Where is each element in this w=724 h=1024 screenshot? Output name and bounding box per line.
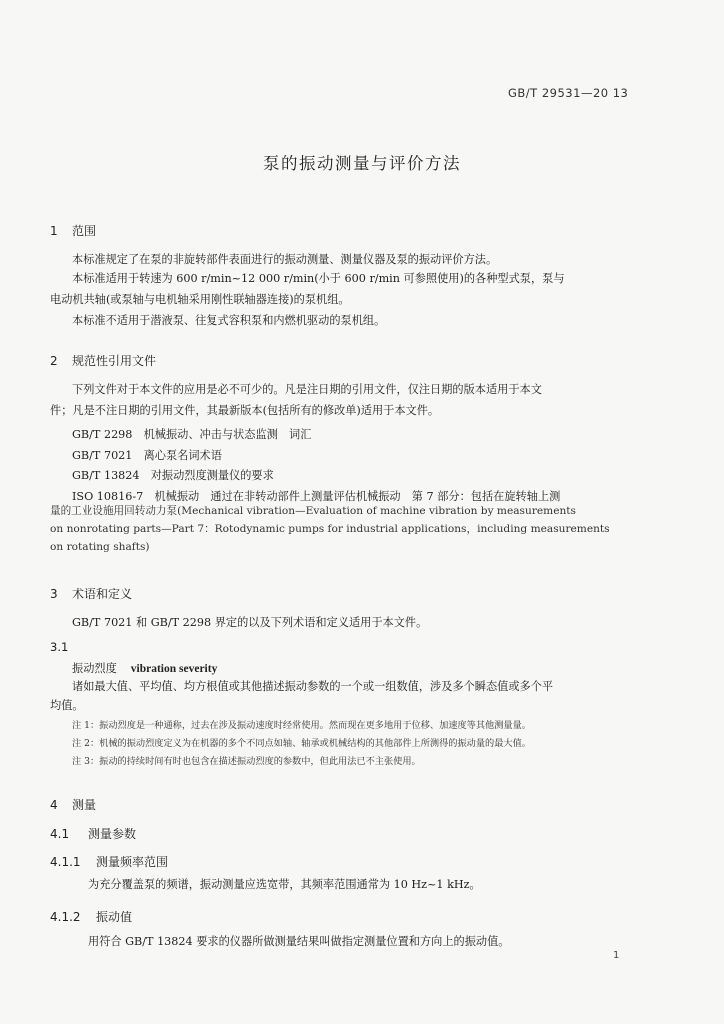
subsection-number: 4.1.1 — [50, 855, 81, 869]
section-number: 4 — [50, 798, 58, 812]
section-title: 测量 — [72, 798, 97, 812]
subsection-number: 4.1.2 — [50, 910, 81, 924]
paragraph: 本标准不适用于潜液泵、往复式容积泵和内燃机驱动的泵机组。 — [72, 314, 386, 327]
section-number: 3 — [50, 587, 58, 601]
section-number: 1 — [50, 224, 58, 238]
section-1-heading — [50, 222, 96, 239]
term-entry — [72, 660, 217, 676]
section-title: 规范性引用文件 — [72, 354, 157, 368]
reference-item: GB/T 13824 对振动烈度测量仪的要求 — [72, 469, 274, 482]
paragraph-continuation: 电动机共轴(或泵轴与电机轴采用刚性联轴器连接)的泵机组。 — [50, 293, 350, 306]
section-3-heading — [50, 585, 132, 602]
paragraph: 为充分覆盖泵的频谱，振动测量应选宽带，其频率范围通常为 10 Hz~1 kHz。 — [88, 878, 481, 891]
reference-continuation: 量的工业设施用回转动力泵(Mechanical vibration—Evaluation of machine vibration by measurements — [50, 505, 576, 517]
term-chinese: 振动烈度 — [72, 662, 117, 675]
subsection-title: 测量参数 — [88, 827, 137, 841]
subsection-4-1-heading — [50, 825, 136, 842]
document-title: 泵的振动测量与评价方法 — [263, 154, 461, 173]
subsection-number: 3.1 — [50, 640, 69, 654]
note-2: 注 2：机械的振动烈度定义为在机器的多个不同点如轴、轴承或机械结构的其他部件上所测得的振动量的最大值。 — [72, 738, 531, 749]
note-1: 注 1：振动烈度是一种通称，过去在涉及振动速度时经常使用。然而现在更多地用于位移、加速度等其他测量量。 — [72, 720, 531, 731]
reference-continuation: on rotating shafts) — [50, 541, 150, 553]
paragraph: 用符合 GB/T 13824 要求的仪器所做测量结果叫做指定测量位置和方向上的振动值。 — [88, 935, 510, 948]
paragraph-continuation: 件；凡是不注日期的引用文件，其最新版本(包括所有的修改单)适用于本文件。 — [50, 404, 440, 417]
section-title: 术语和定义 — [72, 587, 133, 601]
paragraph-continuation: 均值。 — [50, 699, 84, 712]
subsection-title: 测量频率范围 — [96, 855, 169, 869]
page-number: 1 — [613, 950, 620, 961]
paragraph: 下列文件对于本文件的应用是必不可少的。凡是注日期的引用文件，仅注日期的版本适用于本文 — [72, 383, 542, 396]
reference-continuation: on nonrotating parts—Part 7：Rotodynamic pumps for industrial applications，including measurements — [50, 523, 610, 535]
subsection-number: 4.1 — [50, 827, 70, 841]
term-english: vibration severity — [130, 663, 218, 675]
note-3: 注 3：振动的持续时间有时也包含在描述振动烈度的参数中，但此用法已不主张使用。 — [72, 756, 421, 767]
subsection-title: 振动值 — [96, 910, 133, 924]
section-4-heading — [50, 796, 96, 813]
section-number: 2 — [50, 354, 58, 368]
reference-item: ISO 10816-7 机械振动 通过在非转动部件上测量评估机械振动 第 7 部分：包括在旋转轴上测 — [72, 490, 561, 503]
paragraph: GB/T 7021 和 GB/T 2298 界定的以及下列术语和定义适用于本文件。 — [72, 616, 428, 629]
section-title: 范围 — [72, 224, 97, 238]
paragraph: 本标准规定了在泵的非旋转部件表面进行的振动测量、测量仪器及泵的振动评价方法。 — [72, 253, 498, 266]
reference-item: GB/T 7021 离心泵名词术语 — [72, 449, 222, 462]
paragraph: 本标准适用于转速为 600 r/min~12 000 r/min(小于 600 r/min 可参照使用)的各种型式泵，泵与 — [72, 272, 565, 285]
subsection-4-1-2-heading — [50, 908, 132, 925]
standard-code: GB/T 29531—20 13 — [508, 86, 629, 100]
paragraph: 诸如最大值、平均值、均方根值或其他描述振动参数的一个或一组数值，涉及多个瞬态值或多个平 — [72, 680, 554, 693]
subsection-4-1-1-heading — [50, 853, 168, 870]
section-2-heading — [50, 352, 156, 369]
reference-item: GB/T 2298 机械振动、冲击与状态监测 词汇 — [72, 428, 312, 441]
